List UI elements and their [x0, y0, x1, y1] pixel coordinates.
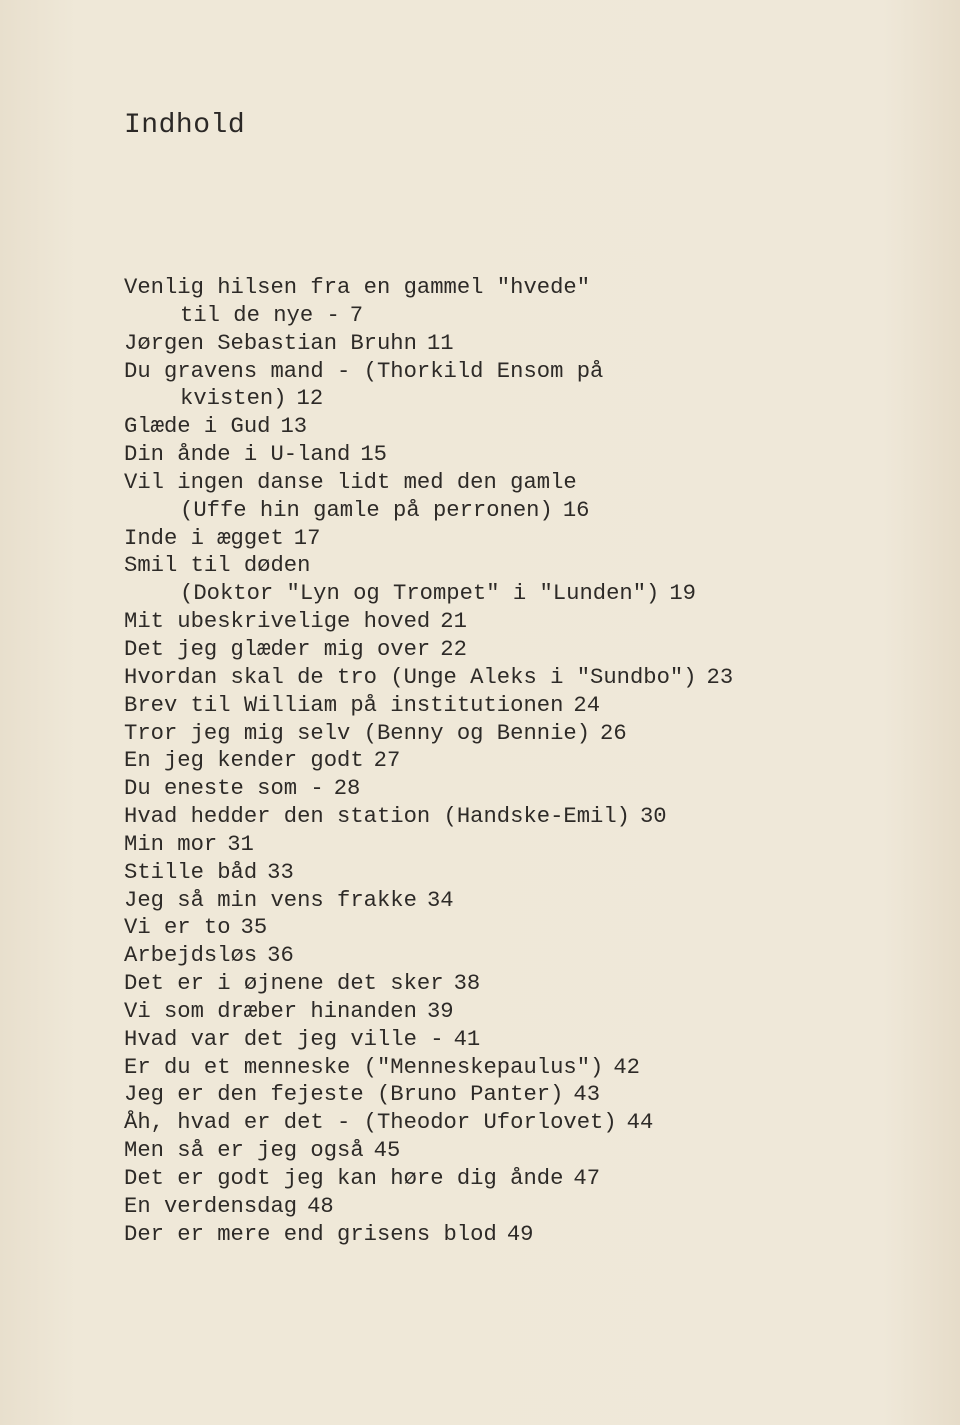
toc-entry-title: Jørgen Sebastian Bruhn — [124, 330, 417, 356]
toc-entry — [124, 1165, 924, 1193]
toc-entry-title: Hvad hedder den station (Handske-Emil) — [124, 804, 630, 830]
toc-entry-title: Det er i øjnene det sker — [124, 971, 444, 997]
toc-entry-title: Jeg så min vens frakke — [124, 887, 417, 913]
toc-entry — [124, 1137, 924, 1165]
toc-entry-title: Vil ingen danse lidt med den gamle — [124, 469, 577, 495]
toc-entry — [124, 552, 924, 608]
toc-entry-page-number: 33 — [267, 859, 294, 885]
toc-entry-page-number: 42 — [613, 1054, 640, 1080]
toc-entry-continuation-text: (Doktor "Lyn og Trompet" i "Lunden") — [180, 581, 660, 607]
toc-entry — [124, 330, 924, 358]
page-heading: Indhold — [124, 110, 246, 141]
toc-entry-continuation-text: til de nye - — [180, 302, 340, 328]
toc-entry-title: Men så er jeg også — [124, 1138, 364, 1164]
toc-entry — [124, 692, 924, 720]
toc-entry — [124, 441, 924, 469]
toc-entry — [124, 942, 924, 970]
toc-entry — [124, 859, 924, 887]
toc-entry — [124, 1221, 924, 1249]
toc-entry-page-number: 26 — [600, 720, 627, 746]
toc-entry — [124, 803, 924, 831]
toc-entry-title: En jeg kender godt — [124, 748, 364, 774]
toc-entry-title: Du gravens mand - (Thorkild Ensom på — [124, 358, 604, 384]
toc-entry — [124, 525, 924, 553]
toc-entry-page-number: 15 — [360, 442, 387, 468]
toc-entry-page-number: 11 — [426, 330, 454, 356]
toc-entry — [124, 664, 924, 692]
toc-entry — [124, 274, 924, 330]
toc-entry — [124, 747, 924, 775]
toc-entry-page-number: 30 — [639, 804, 667, 830]
toc-entry-page-number: 41 — [453, 1026, 481, 1052]
toc-entry-title: Venlig hilsen fra en gammel "hvede" — [124, 275, 591, 300]
toc-entry-page-number: 45 — [373, 1138, 401, 1164]
toc-entry-page-number: 7 — [349, 302, 364, 328]
table-of-contents — [124, 274, 924, 1249]
toc-entry-page-number: 13 — [280, 414, 308, 440]
toc-entry-page-number: 49 — [506, 1221, 534, 1247]
toc-entry-title: Hvad var det jeg ville - — [124, 1026, 444, 1052]
toc-entry-page-number: 31 — [227, 831, 254, 857]
toc-entry — [124, 1081, 924, 1109]
toc-entry-page-number: 21 — [440, 609, 467, 635]
toc-entry-title: Brev til William på institutionen — [124, 692, 564, 718]
toc-entry-title: Er du et menneske ("Menneskepaulus") — [124, 1054, 604, 1080]
toc-entry-page-number: 22 — [440, 636, 467, 662]
toc-entry-continuation-text: kvisten) — [180, 386, 287, 412]
toc-entry — [124, 1109, 924, 1137]
toc-entry-page-number: 27 — [373, 748, 401, 774]
toc-entry-title: Åh, hvad er det - (Theodor Uforlovet) — [124, 1110, 617, 1136]
toc-entry-page-number: 19 — [669, 581, 696, 607]
toc-entry-title: Glæde i Gud — [124, 414, 271, 440]
toc-entry — [124, 720, 924, 748]
toc-entry — [124, 608, 924, 636]
toc-entry-page-number: 38 — [453, 971, 481, 997]
toc-entry-title: Tror jeg mig selv (Benny og Bennie) — [124, 720, 591, 746]
toc-entry-page-number: 16 — [562, 497, 590, 523]
toc-entry-page-number: 23 — [706, 664, 734, 690]
toc-entry-page-number: 39 — [426, 998, 454, 1024]
toc-entry-page-number: 34 — [426, 887, 454, 913]
toc-entry-title: Vi som dræber hinanden — [124, 998, 417, 1024]
toc-entry — [124, 358, 924, 414]
toc-entry-title-continuation — [124, 302, 924, 330]
toc-entry-title: Smil til døden — [124, 553, 311, 579]
toc-entry-title: En verdensdag — [124, 1193, 298, 1219]
toc-entry — [124, 775, 924, 803]
toc-entry-page-number: 36 — [267, 943, 294, 969]
toc-entry — [124, 413, 924, 441]
toc-entry-page-number: 48 — [307, 1193, 334, 1219]
toc-entry-title: Stille båd — [124, 859, 258, 885]
toc-entry-page-number: 47 — [573, 1166, 601, 1191]
toc-entry-title: Mit ubeskrivelige hoved — [124, 609, 431, 635]
toc-entry — [124, 1054, 924, 1082]
toc-entry-title-continuation — [124, 385, 924, 413]
toc-entry — [124, 469, 924, 525]
toc-entry-title: Det er godt jeg kan høre dig ånde — [124, 1166, 564, 1191]
toc-entry-title: Min mor — [124, 831, 218, 857]
toc-entry-title: Inde i ægget — [124, 525, 284, 551]
toc-entry-page-number: 28 — [333, 776, 361, 802]
toc-entry-title: Du eneste som - — [124, 776, 324, 802]
toc-entry — [124, 636, 924, 664]
toc-entry-title-continuation — [124, 497, 924, 525]
toc-entry — [124, 998, 924, 1026]
toc-entry-title: Vi er to — [124, 915, 231, 941]
toc-entry-title: Det jeg glæder mig over — [124, 636, 431, 662]
toc-entry-title-continuation — [124, 580, 924, 608]
toc-entry — [124, 914, 924, 942]
toc-entry-title: Hvordan skal de tro (Unge Aleks i "Sundbo") — [124, 664, 697, 690]
toc-entry-title: Der er mere end grisens blod — [124, 1221, 497, 1247]
toc-entry-page-number: 17 — [293, 525, 321, 551]
toc-entry-page-number: 24 — [573, 692, 601, 718]
toc-entry-page-number: 12 — [296, 386, 324, 412]
toc-entry — [124, 1026, 924, 1054]
toc-entry — [124, 1193, 924, 1221]
toc-entry-page-number: 43 — [573, 1082, 601, 1108]
toc-entry-title: Din ånde i U-land — [124, 442, 351, 468]
toc-entry — [124, 831, 924, 859]
toc-entry-page-number: 44 — [626, 1110, 654, 1136]
toc-entry-continuation-text: (Uffe hin gamle på perronen) — [180, 497, 553, 523]
toc-entry-title: Arbejdsløs — [124, 943, 258, 969]
toc-entry-title: Jeg er den fejeste (Bruno Panter) — [124, 1082, 564, 1108]
toc-entry-page-number: 35 — [240, 915, 268, 941]
toc-entry — [124, 970, 924, 998]
toc-entry — [124, 887, 924, 915]
